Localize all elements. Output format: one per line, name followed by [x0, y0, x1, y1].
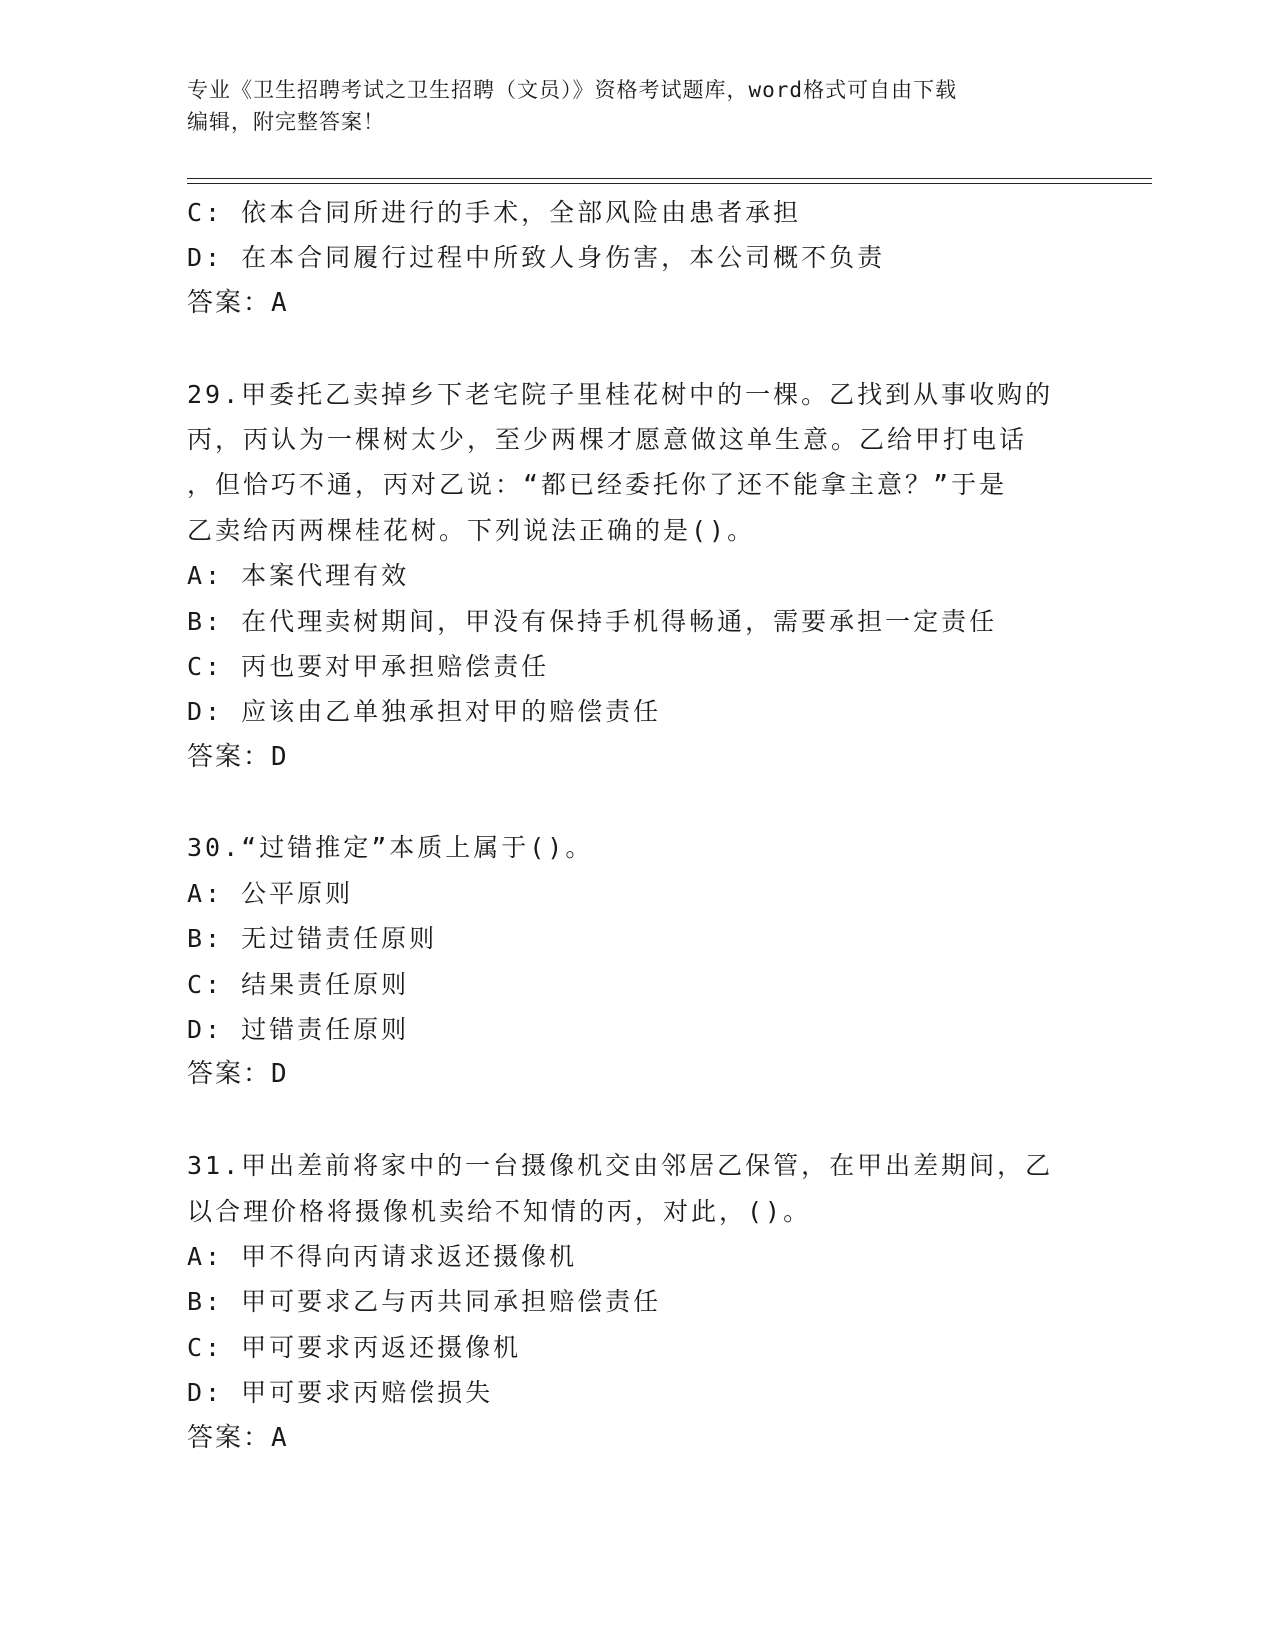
option-c: C: 依本合同所进行的手术，全部风险由患者承担	[187, 198, 802, 227]
question-stem-line: 丙，丙认为一棵树太少，至少两棵才愿意做这单生意。乙给甲打电话	[187, 424, 1028, 454]
question-28-continued	[187, 190, 1077, 326]
question-stem-line: 以合理价格将摄像机卖给不知情的丙，对此，()。	[187, 1196, 812, 1226]
option-b: B: 在代理卖树期间，甲没有保持手机得畅通，需要承担一定责任	[187, 606, 998, 636]
option-c: C: 丙也要对甲承担赔偿责任	[187, 651, 550, 681]
option-d: D: 甲可要求丙赔偿损失	[187, 1378, 494, 1408]
option-b: B: 甲可要求乙与丙共同承担赔偿责任	[187, 1287, 662, 1317]
question-stem-line: ，但恰巧不通，丙对乙说：“都已经委托你了还不能拿主意？”于是	[187, 470, 1008, 500]
document-header	[187, 74, 1077, 138]
option-c: C: 结果责任原则	[187, 969, 410, 999]
option-d: D: 应该由乙单独承担对甲的赔偿责任	[187, 697, 662, 727]
header-line-1: 专业《卫生招聘考试之卫生招聘（文员）》资格考试题库，word格式可自由下载	[187, 78, 958, 102]
question-spacer	[187, 1098, 1077, 1143]
option-a: A: 本案代理有效	[187, 561, 410, 591]
question-30	[187, 825, 1077, 1097]
option-a: A: 甲不得向丙请求返还摄像机	[187, 1241, 578, 1271]
question-spacer	[187, 780, 1077, 825]
header-divider-top	[187, 178, 1152, 179]
option-d: D: 过错责任原则	[187, 1015, 410, 1045]
question-29	[187, 372, 1077, 781]
answer-line: 答案：A	[187, 287, 289, 318]
answer-line: 答案：D	[187, 741, 289, 772]
header-divider-bottom	[187, 183, 1152, 184]
answer-line: 答案：D	[187, 1059, 289, 1090]
question-stem-line: 乙卖给丙两棵桂花树。下列说法正确的是()。	[187, 515, 756, 545]
option-d: D: 在本合同履行过程中所致人身伤害，本公司概不负责	[187, 243, 886, 273]
option-c: C: 甲可要求丙返还摄像机	[187, 1332, 522, 1362]
question-spacer	[187, 326, 1077, 371]
answer-line: 答案：A	[187, 1422, 289, 1453]
option-a: A: 公平原则	[187, 878, 354, 908]
question-31	[187, 1143, 1077, 1461]
question-stem-line: 31.甲出差前将家中的一台摄像机交由邻居乙保管，在甲出差期间，乙	[187, 1151, 1054, 1181]
option-b: B: 无过错责任原则	[187, 924, 438, 954]
question-list	[187, 190, 1077, 1461]
question-stem-line: 29.甲委托乙卖掉乡下老宅院子里桂花树中的一棵。乙找到从事收购的	[187, 379, 1054, 409]
header-line-2: 编辑，附完整答案！	[187, 110, 385, 134]
question-stem-line: 30.“过错推定”本质上属于()。	[187, 833, 594, 863]
